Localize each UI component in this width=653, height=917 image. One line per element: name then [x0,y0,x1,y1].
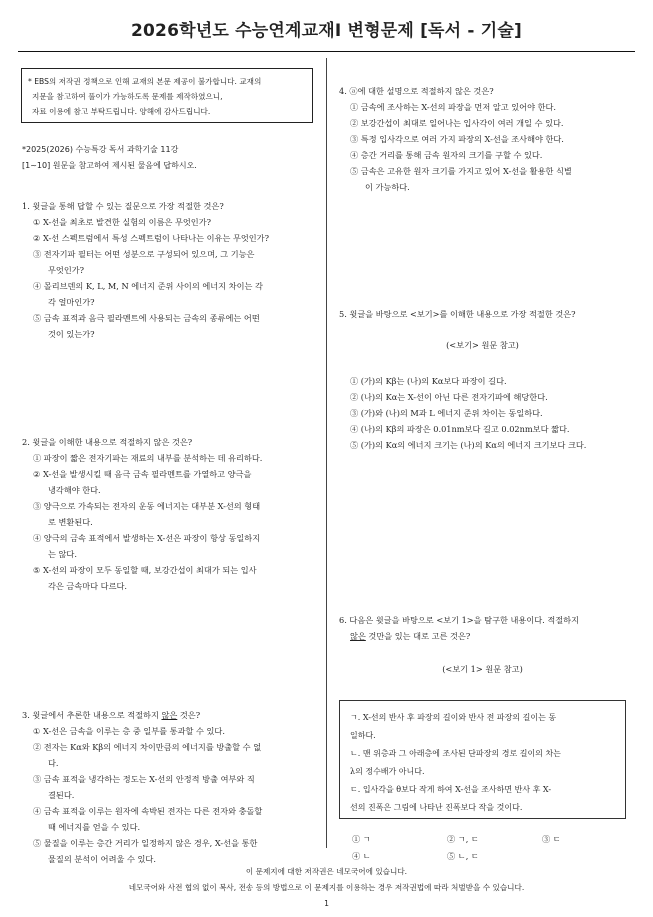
question-stem: 3. 윗글에서 추론한 내용으로 적절하지 않은 것은? [22,710,201,720]
bogi-statement-cont: 선의 진폭은 그림에 나타난 진폭보다 작을 것이다. [350,803,523,812]
question-2 [22,434,262,594]
choice-4-cont: 는 않다. [48,549,77,559]
question-stem: 4. ⓐ에 대한 설명으로 적절하지 않은 것은? [339,86,494,96]
choice-4-cont: 각 얼마인가? [48,297,95,307]
choice-3[interactable]: ③ 양극으로 가속되는 전자의 운동 에너지는 대부분 X-선의 형태 [33,501,261,511]
choice-2[interactable]: ② 보강간섭이 최대로 일어나는 입사각이 여러 개일 수 있다. [350,118,564,128]
choice-3-cont: 무엇인가? [48,265,85,275]
notice-line: * EBS의 저작권 정책으로 인해 교재의 본문 제공이 불가합니다. 교재의 [28,77,262,86]
choice-1[interactable]: ① 금속에 조사하는 X-선의 파장을 먼저 알고 있어야 한다. [350,102,557,112]
title-divider [18,51,635,52]
bogi-reference: (<보기> 원문 참고) [446,340,519,350]
choice-5[interactable]: ⑤ X-선의 파장이 모두 동일할 때, 보강간섭이 최대가 되는 입사 [33,565,257,575]
choice-2[interactable]: ② X-선 스펙트럼에서 특성 스펙트럼이 나타나는 이유는 무엇인가? [33,233,269,243]
choice-2[interactable]: ② X-선을 발생시킬 때 음극 금속 필라멘트를 가열하고 양극을 [33,469,252,479]
answer-row [352,834,637,845]
bogi-1-reference: (<보기 1> 원문 참고) [442,664,523,674]
choice-2-cont: 다. [48,758,59,768]
source-instruction: [1~10] 원문을 참고하여 제시된 물음에 답하시오. [22,161,197,170]
notice-line: 지문을 참고하여 풀이가 가능하도록 문제를 제작하였으니, [32,92,223,101]
choice-2[interactable]: ② 전자는 Kα와 Kβ의 에너지 차이만큼의 에너지를 방출할 수 없 [33,742,262,752]
choice-2[interactable]: ② ㄱ, ㄷ [447,834,479,844]
answer-row [352,851,542,862]
choice-4[interactable]: ④ 몰리브덴의 K, L, M, N 에너지 준위 사이의 에너지 차이는 각 [33,281,263,291]
bogi-box [339,700,626,819]
column-divider [326,58,327,848]
choice-5-cont: 각은 금속마다 다르다. [48,581,127,591]
source-info [22,142,197,174]
question-1 [22,198,269,342]
choice-1[interactable]: ① X-선은 금속을 이루는 층 중 일부를 통과할 수 있다. [33,726,225,736]
bogi-statement: ㄴ. 맨 위층과 그 아래층에 조사된 단파장의 경로 길이의 차는 [350,749,561,758]
choice-3[interactable]: ③ 전자기파 필터는 어떤 성분으로 구성되어 있으며, 그 기능은 [33,249,255,259]
choice-1[interactable]: ① ㄱ [352,834,371,844]
bogi-statement: ㄷ. 입사각을 θ보다 작게 하여 X-선을 조사하면 반사 후 X- [350,785,552,794]
question-3 [22,707,262,867]
footer-copyright: 이 문제지에 대한 저작권은 네모국어에 있습니다. [245,867,408,876]
choice-3[interactable]: ③ 특정 입사각으로 여러 가지 파장의 X-선을 조사해야 한다. [350,134,564,144]
bogi-statement-cont: λ의 정수배가 아니다. [350,767,425,776]
choice-4[interactable]: ④ ㄴ [352,851,371,861]
choice-1[interactable]: ① 파장이 짧은 전자기파는 재료의 내부를 분석하는 데 유리하다. [33,453,263,463]
question-stem: 5. 윗글을 바탕으로 <보기>를 이해한 내용으로 가장 적절한 것은? [339,309,576,319]
choice-5-cont: 것이 있는가? [48,329,95,339]
question-5-choices [339,373,586,453]
choice-5[interactable]: ⑤ 금속은 고유한 원자 크기를 가지고 있어 X-선을 활용한 식별 [350,166,572,176]
choice-5[interactable]: ⑤ 물질을 이루는 층간 거리가 일정하지 않은 경우, X-선을 통한 [33,838,258,848]
choice-2[interactable]: ② (나)의 Kα는 X-선이 아닌 다른 전자기파에 해당한다. [350,392,548,402]
question-stem: 6. 다음은 윗글을 바탕으로 <보기 1>을 탐구한 내용이다. 적절하지 [339,615,579,625]
choice-4[interactable]: ④ 금속 표적을 이루는 원자에 속박된 전자는 다른 전자와 충돌할 [33,806,263,816]
choice-4-cont: 때 에너지를 얻을 수 있다. [48,822,141,832]
question-6 [339,612,579,644]
choice-5[interactable]: ⑤ (가)의 Kα의 에너지 크기는 (나)의 Kα의 에너지 크기보다 크다. [350,440,587,450]
choice-5-cont: 이 가능하다. [365,182,410,192]
page-number: 1 [324,899,329,908]
choice-2-cont: 냉각해야 한다. [48,485,101,495]
choice-4[interactable]: ④ (나)의 Kβ의 파장은 0.01nm보다 길고 0.02nm보다 짧다. [350,424,570,434]
choice-5-cont: 물질의 분석이 어려울 수 있다. [48,854,156,864]
choice-3-cont: 로 변환된다. [48,517,93,527]
choice-3[interactable]: ③ (가)와 (나)의 M과 L 에너지 준위 차이는 동일하다. [350,408,543,418]
choice-4[interactable]: ④ 양극의 금속 표적에서 발생하는 X-선은 파장이 항상 동일하지 [33,533,261,543]
choice-3-cont: 결된다. [48,790,75,800]
choice-4[interactable]: ④ 층간 거리를 통해 금속 원자의 크기를 구할 수 있다. [350,150,543,160]
choice-3[interactable]: ③ ㄷ [542,834,561,844]
source-line: *2025(2026) 수능특강 독서 과학기술 11강 [22,145,179,154]
question-stem-cont: 않은 것만을 있는 대로 고른 것은? [350,631,471,641]
question-4 [339,83,572,195]
choice-1[interactable]: ① (가)의 Kβ는 (나)의 Kα보다 파장이 길다. [350,376,507,386]
choice-3[interactable]: ③ 금속 표적을 냉각하는 정도는 X-선의 안정적 방출 여부와 직 [33,774,255,784]
choice-5[interactable]: ⑤ 금속 표적과 음극 필라멘트에 사용되는 금속의 종류에는 어떤 [33,313,260,323]
choice-5[interactable]: ⑤ ㄴ, ㄷ [447,851,479,861]
question-5 [339,306,576,322]
footer-warning: 네모국어와 사전 협의 없이 복사, 전송 등의 방법으로 이 문제지를 이용하는 경우 저작권법에 따라 처벌받을 수 있습니다. [128,883,525,892]
bogi-statement-cont: 일하다. [350,731,376,740]
notice-line: 자료 이용에 참고 부탁드립니다. 양해에 감사드립니다. [32,107,211,116]
page-title: 2026학년도 수능연계교재Ⅰ 변형문제 [독서 - 기술] [131,21,522,41]
question-stem: 2. 윗글을 이해한 내용으로 적절하지 않은 것은? [22,437,193,447]
choice-1[interactable]: ① X-선을 최초로 발견한 실험의 이름은 무엇인가? [33,217,212,227]
copyright-notice-box [21,68,313,123]
question-stem: 1. 윗글을 통해 답할 수 있는 질문으로 가장 적절한 것은? [22,201,224,211]
bogi-statement: ㄱ. X-선의 반사 후 파장의 길이와 반사 전 파장의 길이는 동 [350,713,557,722]
